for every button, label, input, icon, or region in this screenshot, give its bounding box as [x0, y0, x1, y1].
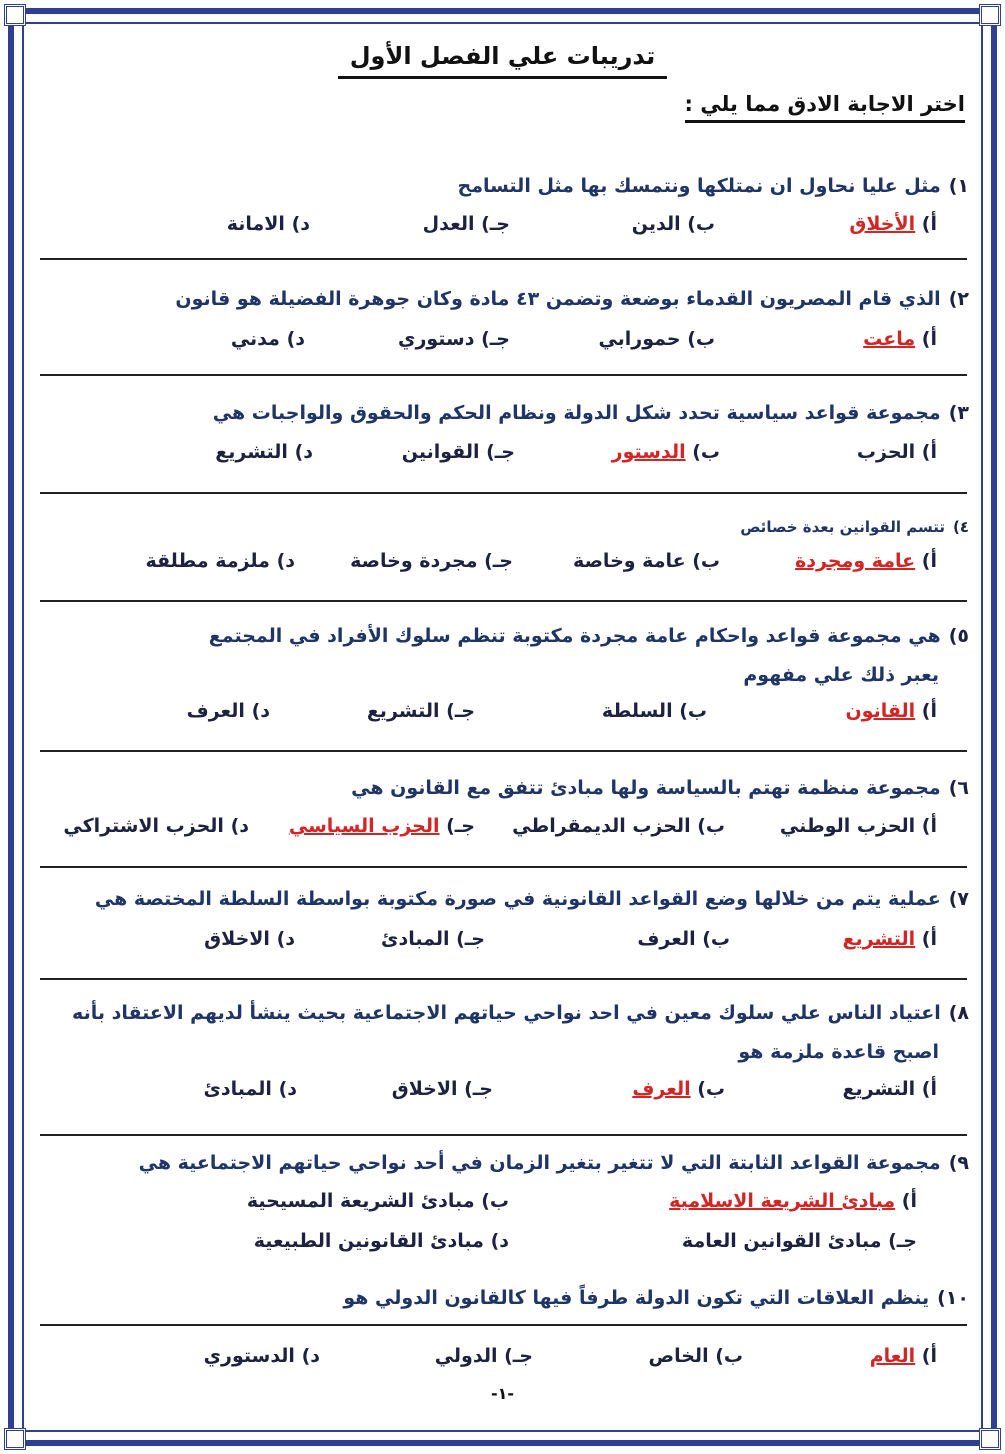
option-b[interactable]: ب) الحزب الديمقراطي: [512, 815, 725, 837]
question-stem-continued: اصبح قاعدة ملزمة هو: [738, 1041, 939, 1063]
divider: [40, 374, 967, 376]
correct-answer: التشريع: [842, 928, 916, 950]
option-c[interactable]: جـ) مجردة وخاصة: [350, 550, 513, 572]
correct-answer: العرف: [632, 1078, 691, 1100]
correct-answer: عامة ومجردة: [795, 550, 916, 572]
option-d[interactable]: د) الاخلاق: [204, 928, 295, 950]
option-b[interactable]: ب) السلطة: [601, 700, 707, 722]
question-stem-continued: يعبر ذلك علي مفهوم: [743, 664, 939, 686]
option-c[interactable]: جـ) المبادئ: [381, 928, 485, 950]
divider: [40, 600, 967, 602]
question-stem: ٧)عملية يتم من خلالها وضع القواعد القانونية في صورة مكتوبة بواسطة السلطة المختصة هي: [94, 888, 969, 910]
option-d[interactable]: د) مبادئ القانونين الطبيعية: [253, 1230, 509, 1252]
divider: [40, 866, 967, 868]
option-b[interactable]: ب) حمورابي: [598, 328, 715, 350]
option-a[interactable]: أ) التشريع: [842, 928, 937, 950]
option-c[interactable]: جـ) التشريع: [366, 700, 475, 722]
option-b[interactable]: ب) مبادئ الشريعة المسيحية: [246, 1190, 509, 1212]
option-a[interactable]: أ) القانون: [845, 700, 937, 722]
options-row: [0, 550, 1005, 580]
option-d[interactable]: د) مدني: [230, 328, 305, 350]
question-stem: ٣)مجموعة قواعد سياسية تحدد شكل الدولة ونظام الحكم والحقوق والواجبات هي: [212, 402, 969, 424]
options-row: [0, 928, 1005, 958]
correct-answer: الحزب السياسي: [288, 815, 440, 837]
option-a[interactable]: أ) عامة ومجردة: [795, 550, 937, 572]
option-b[interactable]: ب) الدين: [631, 213, 715, 235]
options-row: [0, 1078, 1005, 1108]
correct-answer: العام: [869, 1345, 916, 1367]
divider: [40, 750, 967, 752]
page-number: -١-: [490, 1384, 515, 1403]
option-b[interactable]: ب) الدستور: [611, 441, 720, 463]
option-c[interactable]: جـ) دستوري: [398, 328, 510, 350]
page-title: تدريبات علي الفصل الأول: [0, 42, 1005, 79]
option-d[interactable]: د) الحزب الاشتراكي: [63, 815, 249, 837]
option-c[interactable]: جـ) القوانين: [401, 441, 515, 463]
option-d[interactable]: د) التشريع: [215, 441, 313, 463]
question-stem: ٤)تتسم القوانين بعدة خصائص: [740, 518, 969, 536]
options-row: [0, 441, 1005, 471]
option-c[interactable]: جـ) الاخلاق: [391, 1078, 493, 1100]
options-row: [0, 1345, 1005, 1375]
divider: [40, 978, 967, 980]
option-b[interactable]: ب) العرف: [632, 1078, 725, 1100]
options-row: [0, 700, 1005, 730]
option-b[interactable]: ب) عامة وخاصة: [573, 550, 720, 572]
option-d[interactable]: د) العرف: [186, 700, 270, 722]
question-stem: ١٠)ينظم العلاقات التي تكون الدولة طرفاً فيها كالقانون الدولي هو: [343, 1287, 969, 1309]
correct-answer: القانون: [845, 700, 916, 722]
option-d[interactable]: د) المبادئ: [203, 1078, 297, 1100]
question-stem: ٩)مجموعة القواعد الثابتة التي لا تتغير بتغير الزمان في أحد نواحي حياتهم الاجتماعية هي: [138, 1152, 969, 1174]
divider: [40, 1324, 967, 1326]
option-b[interactable]: ب) الخاص: [648, 1345, 743, 1367]
correct-answer: الدستور: [611, 441, 686, 463]
divider: [40, 492, 967, 494]
option-b[interactable]: ب) العرف: [637, 928, 730, 950]
question-stem: ٦)مجموعة منظمة تهتم بالسياسة ولها مبادئ تتفق مع القانون هي: [351, 777, 969, 799]
option-a[interactable]: أ) التشريع: [842, 1078, 937, 1100]
corner-ornament: [4, 4, 26, 26]
correct-answer: مبادئ الشريعة الاسلامية: [669, 1190, 896, 1212]
option-d[interactable]: د) الامانة: [226, 213, 310, 235]
corner-ornament: [979, 1428, 1001, 1450]
option-a[interactable]: أ) الحزب: [856, 441, 937, 463]
options-row: [0, 815, 1005, 845]
option-d[interactable]: د) الدستوري: [203, 1345, 320, 1367]
question-stem: ٢)الذي قام المصريون القدماء بوضعة وتضمن ٤٣ مادة وكان جوهرة الفضيلة هو قانون: [175, 288, 969, 310]
options-row: [0, 1190, 1005, 1220]
divider: [40, 1134, 967, 1136]
options-row: [0, 213, 1005, 243]
corner-ornament: [4, 1428, 26, 1450]
option-c[interactable]: جـ) الحزب السياسي: [288, 815, 475, 837]
divider: [40, 258, 967, 260]
option-a[interactable]: أ) العام: [869, 1345, 937, 1367]
question-stem: ٨)اعتياد الناس علي سلوك معين في احد نواحي حياتهم الاجتماعية بحيث ينشأ لديهم الاعتقاد بأنه: [72, 1002, 969, 1024]
option-c[interactable]: جـ) مبادئ القوانين العامة: [681, 1230, 917, 1252]
options-row: [0, 328, 1005, 358]
question-stem: ١)مثل عليا نحاول ان نمتلكها ونتمسك بها مثل التسامح: [457, 175, 969, 197]
question-stem: ٥)هي مجموعة قواعد واحكام عامة مجردة مكتوبة تنظم سلوك الأفراد في المجتمع: [208, 625, 969, 647]
correct-answer: ماعت: [863, 328, 916, 350]
option-c[interactable]: جـ) العدل: [422, 213, 510, 235]
option-a[interactable]: أ) ماعت: [863, 328, 937, 350]
options-row: [0, 1230, 1005, 1260]
option-a[interactable]: أ) الأخلاق: [849, 213, 937, 235]
option-a[interactable]: أ) الحزب الوطني: [779, 815, 937, 837]
option-d[interactable]: د) ملزمة مطلقة: [145, 550, 295, 572]
option-c[interactable]: جـ) الدولي: [434, 1345, 533, 1367]
correct-answer: الأخلاق: [849, 213, 916, 235]
instruction: اختر الاجابة الادق مما يلي :: [685, 92, 965, 123]
option-a[interactable]: أ) مبادئ الشريعة الاسلامية: [669, 1190, 917, 1212]
corner-ornament: [979, 4, 1001, 26]
